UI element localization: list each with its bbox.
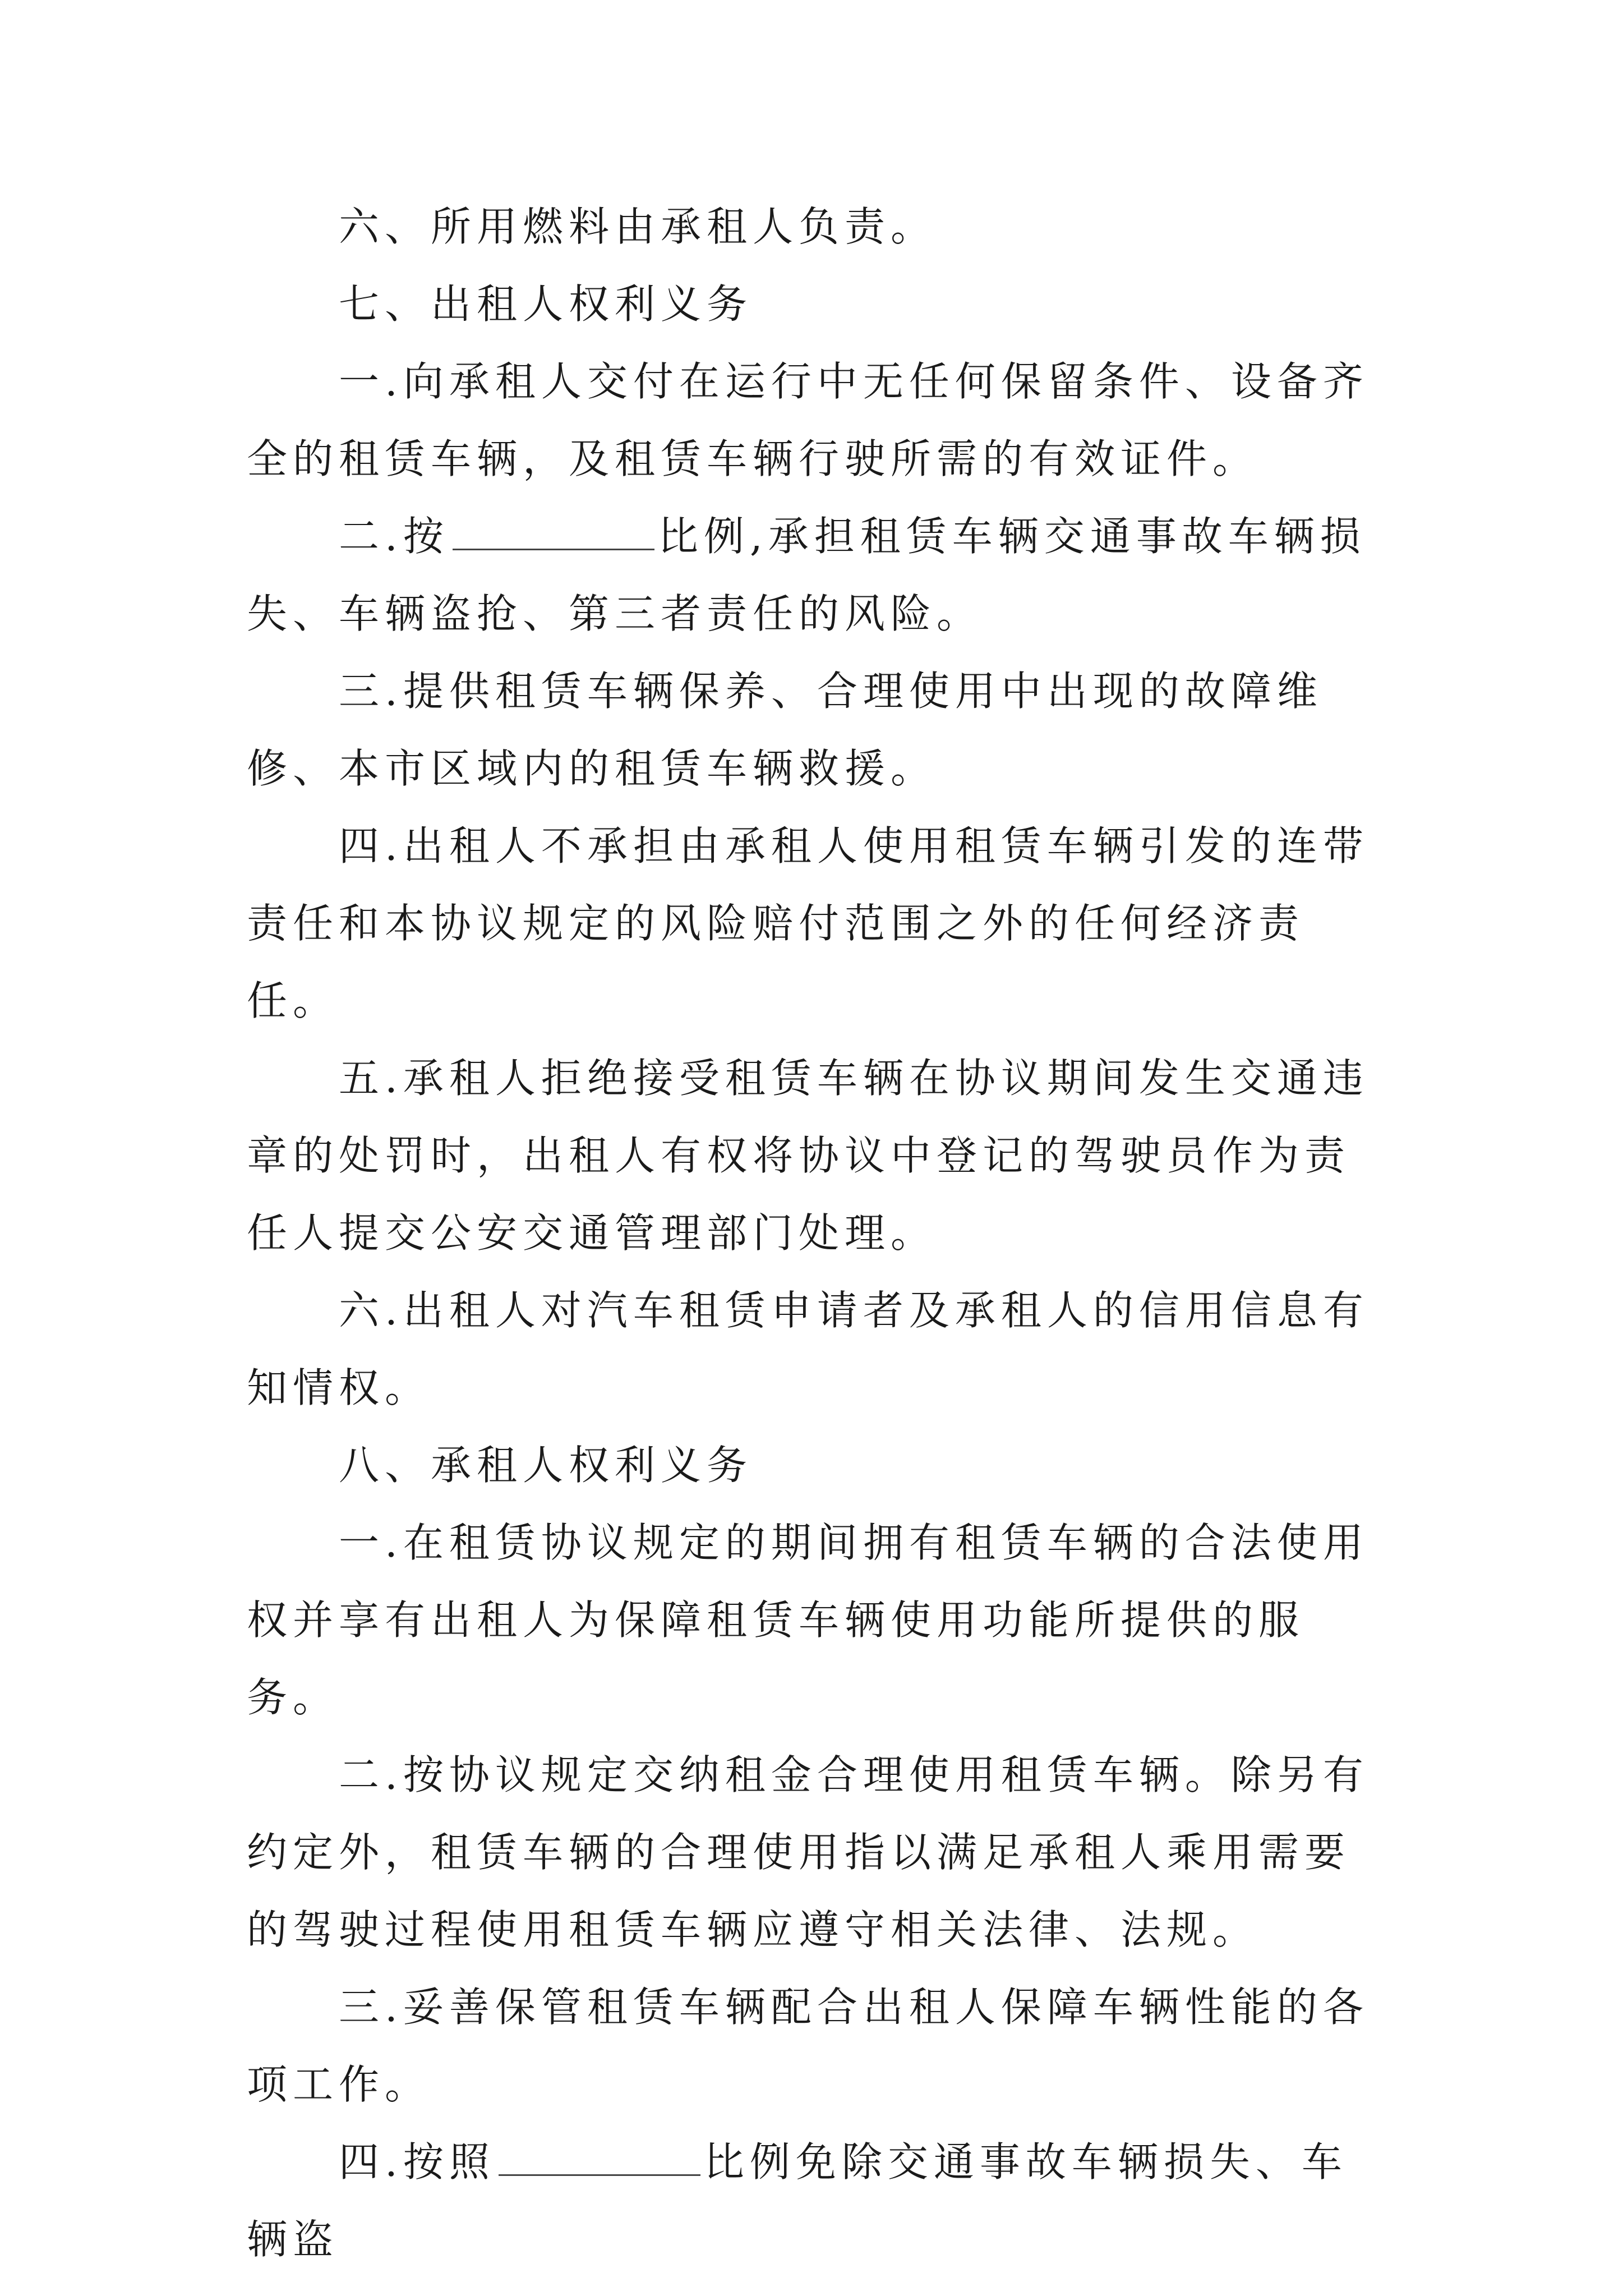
paragraph (247, 652, 1380, 807)
paragraph (247, 1039, 1380, 1272)
document-body (247, 188, 1380, 2278)
paragraph-text: 一.在租赁协议规定的期间拥有租赁车辆的合法使用权并享有出租人为保障租赁车辆使用功能所提供的服务。 (247, 1519, 1369, 1721)
section-heading (247, 265, 1380, 343)
paragraph-text: 六、所用燃料由承租人负责。 (339, 203, 937, 250)
paragraph (247, 1736, 1380, 1968)
paragraph-text: 三.妥善保管租赁车辆配合出租人保障车辆性能的各项工作。 (247, 1984, 1369, 2108)
paragraph (247, 1272, 1380, 1427)
paragraph (247, 188, 1380, 265)
paragraph-text: 比例免除交通事故车辆损失、车辆盗 (247, 2138, 1348, 2263)
paragraph (247, 343, 1380, 498)
fill-in-blank[interactable] (453, 515, 654, 550)
paragraph (247, 498, 1380, 652)
paragraph (247, 807, 1380, 1039)
paragraph (247, 2123, 1380, 2278)
paragraph-text: 六.出租人对汽车租赁申请者及承租人的信用信息有知情权。 (247, 1287, 1369, 1411)
paragraph-text: 四.按照 (339, 2138, 495, 2185)
paragraph (247, 1968, 1380, 2123)
paragraph-text: 七、出租人权利义务 (339, 280, 753, 328)
paragraph (247, 1504, 1380, 1736)
fill-in-blank[interactable] (499, 2141, 700, 2176)
section-heading (247, 1427, 1380, 1504)
paragraph-text: 八、承租人权利义务 (339, 1442, 753, 1489)
paragraph-text: 一.向承租人交付在运行中无任何保留条件、设备齐全的租赁车辆，及租赁车辆行驶所需的有效证件。 (247, 358, 1369, 482)
paragraph-text: 二.按 (339, 513, 449, 560)
paragraph-text: 五.承租人拒绝接受租赁车辆在协议期间发生交通违章的处罚时，出租人有权将协议中登记的驾驶员作为责任人提交公安交通管理部门处理。 (247, 1055, 1369, 1257)
paragraph-text: 比例,承担租赁车辆交通事故车辆损失、车辆盗抢、第三者责任的风险。 (247, 513, 1366, 637)
paragraph-text: 四.出租人不承担由承租人使用租赁车辆引发的连带责任和本协议规定的风险赔付范围之外的任何经济责任。 (247, 822, 1369, 1024)
paragraph-text: 三.提供租赁车辆保养、合理使用中出现的故障维修、本市区域内的租赁车辆救援。 (247, 668, 1323, 792)
paragraph-text: 二.按协议规定交纳租金合理使用租赁车辆。除另有约定外，租赁车辆的合理使用指以满足承租人乘用需要的驾驶过程使用租赁车辆应遵守相关法律、法规。 (247, 1751, 1369, 1953)
